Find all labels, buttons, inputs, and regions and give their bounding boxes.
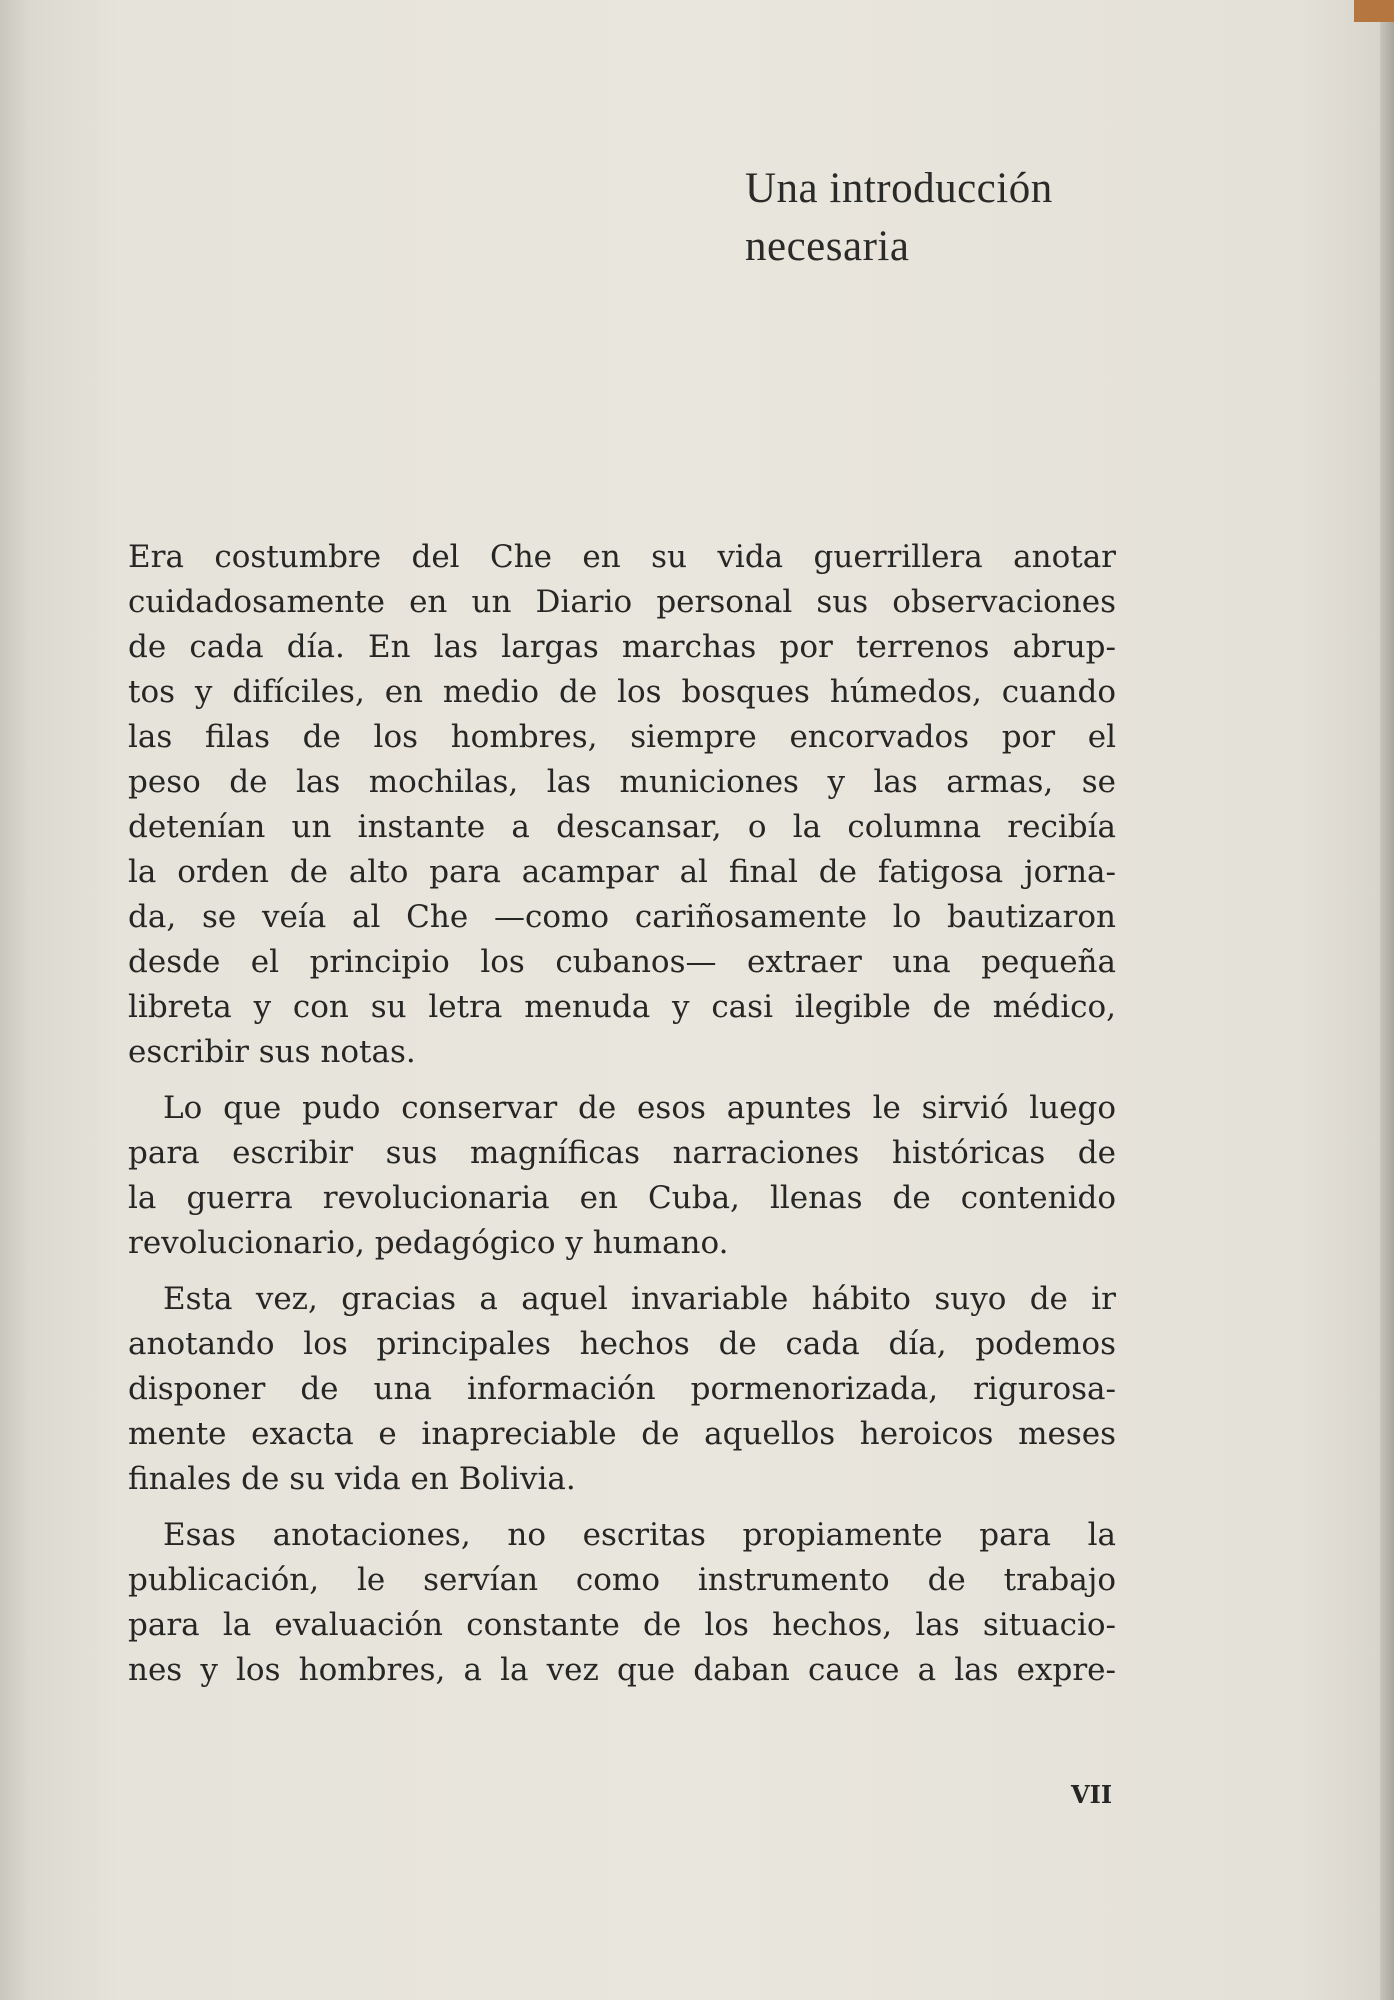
text-line: detenían un instante a descansar, o la columna recibía: [128, 809, 1116, 845]
paragraph: [128, 1277, 1116, 1502]
text-line: revolucionario, pedagógico y humano.: [128, 1225, 729, 1261]
text-line: da, se veía al Che —como cariñosamente lo bautizaron: [128, 899, 1116, 935]
page-corner: [1354, 0, 1394, 22]
paragraph: [128, 1513, 1116, 1693]
page-edge: [1380, 0, 1394, 2000]
text-line: para escribir sus magníficas narraciones históricas de: [128, 1135, 1116, 1171]
text-line: Era costumbre del Che en su vida guerrillera anotar: [128, 539, 1116, 575]
text-line: libreta y con su letra menuda y casi ilegible de médico,: [128, 989, 1116, 1025]
text-line: las filas de los hombres, siempre encorvados por el: [128, 719, 1116, 755]
paragraph: [128, 1086, 1116, 1266]
text-line: Esas anotaciones, no escritas propiamente para la: [163, 1517, 1116, 1553]
text-line: cuidadosamente en un Diario personal sus observaciones: [128, 584, 1116, 620]
body-text: [128, 535, 1116, 1704]
text-line: desde el principio los cubanos— extraer una pequeña: [128, 944, 1116, 980]
text-line: escribir sus notas.: [128, 1034, 416, 1070]
text-line: tos y difíciles, en medio de los bosques húmedos, cuando: [128, 674, 1116, 710]
text-line: Esta vez, gracias a aquel invariable hábito suyo de ir: [163, 1281, 1116, 1317]
chapter-title-line-1: Una introducción: [745, 165, 1053, 212]
chapter-title-line-2: necesaria: [745, 223, 910, 270]
chapter-title: [745, 160, 1245, 276]
text-line: anotando los principales hechos de cada día, podemos: [128, 1326, 1116, 1362]
page-number: VII: [1071, 1780, 1113, 1809]
text-line: la orden de alto para acampar al final de fatigosa jorna-: [128, 854, 1116, 890]
text-line: mente exacta e inapreciable de aquellos heroicos meses: [128, 1416, 1116, 1452]
paragraph: [128, 535, 1116, 1075]
text-line: peso de las mochilas, las municiones y las armas, se: [128, 764, 1116, 800]
text-line: publicación, le servían como instrumento de trabajo: [128, 1562, 1116, 1598]
text-line: disponer de una información pormenorizada, rigurosa-: [128, 1371, 1116, 1407]
text-line: la guerra revolucionaria en Cuba, llenas de contenido: [128, 1180, 1116, 1216]
text-line: de cada día. En las largas marchas por terrenos abrup-: [128, 629, 1116, 665]
text-line: finales de su vida en Bolivia.: [128, 1461, 576, 1497]
text-line: nes y los hombres, a la vez que daban cauce a las expre-: [128, 1652, 1116, 1688]
text-line: Lo que pudo conservar de esos apuntes le sirvió luego: [163, 1090, 1116, 1126]
text-line: para la evaluación constante de los hechos, las situacio-: [128, 1607, 1116, 1643]
